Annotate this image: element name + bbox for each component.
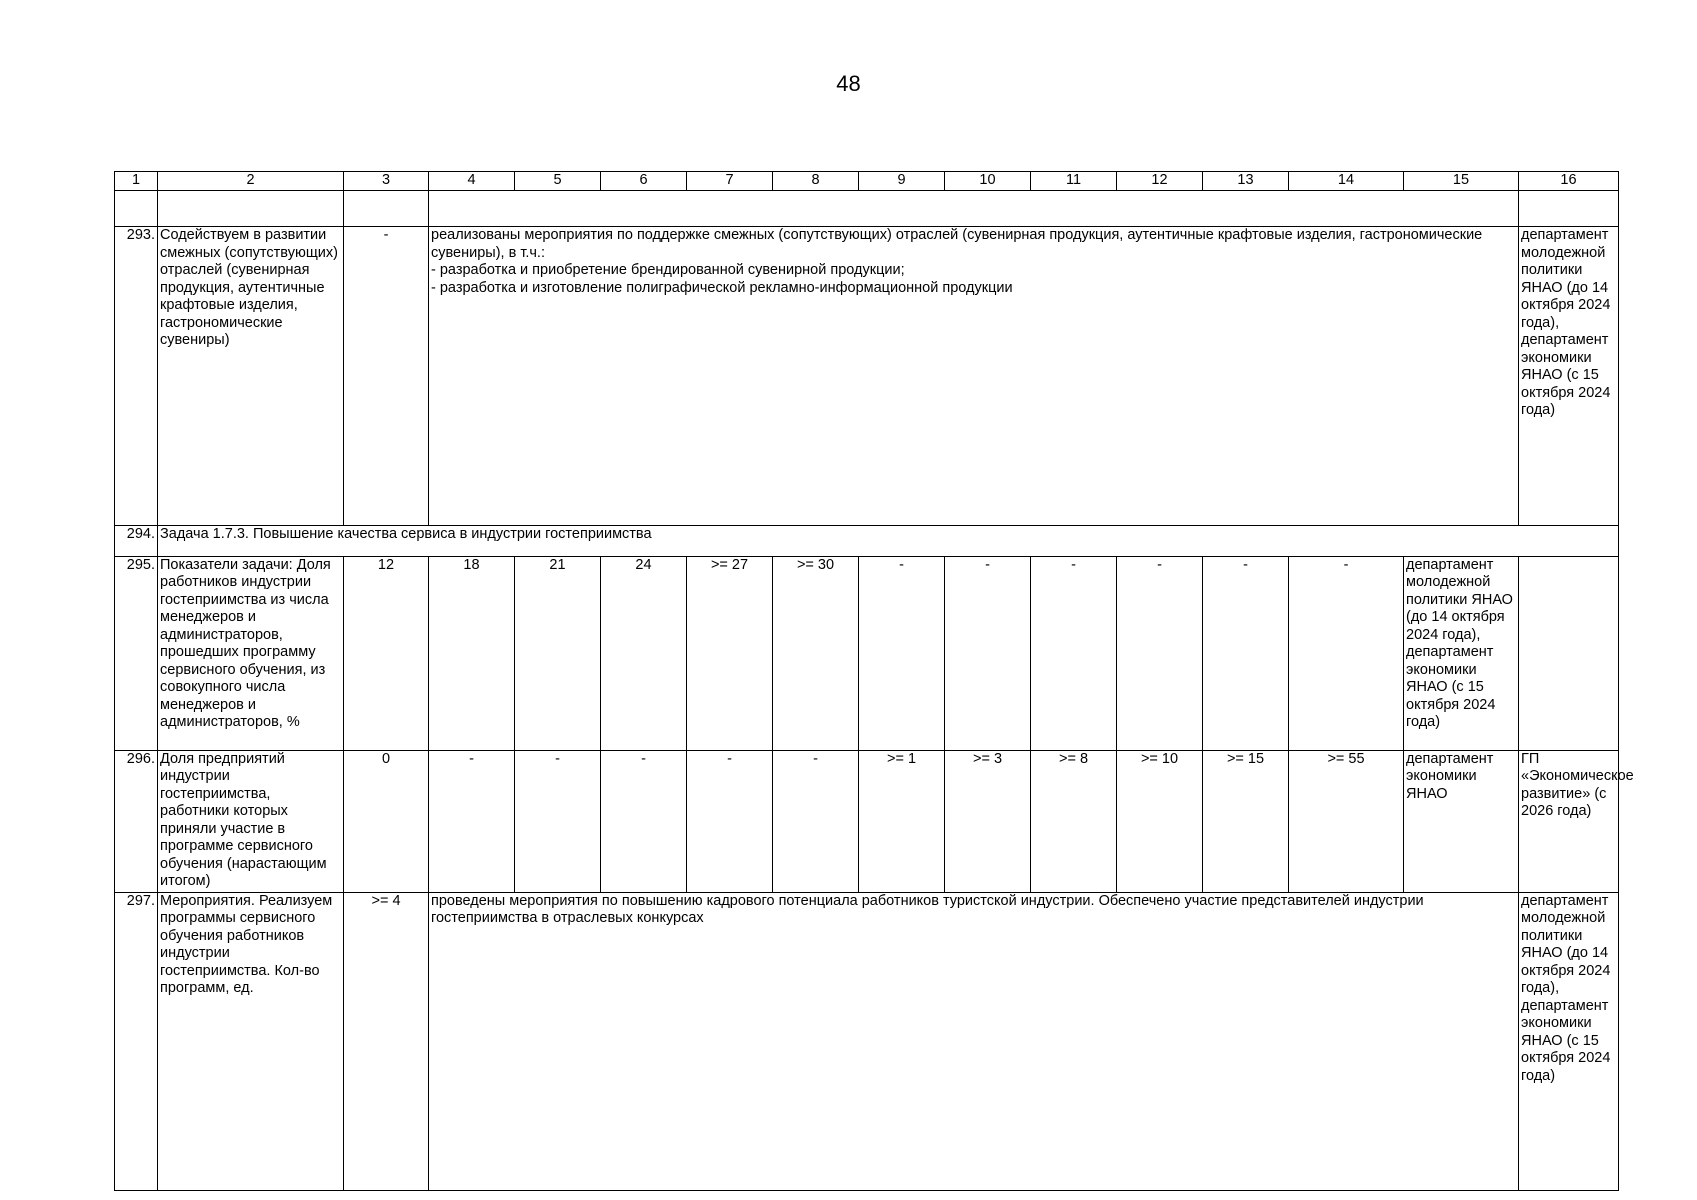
table-row-293 bbox=[115, 227, 1619, 526]
column-header-6: 6 bbox=[601, 172, 687, 191]
row-number: 295. bbox=[115, 556, 158, 750]
row-value: >= 30 bbox=[773, 556, 859, 750]
table-row-297 bbox=[115, 892, 1619, 1191]
row-value: >= 27 bbox=[687, 556, 773, 750]
table-row-295 bbox=[115, 556, 1619, 750]
row-value: - bbox=[601, 750, 687, 892]
column-header-2: 2 bbox=[158, 172, 344, 191]
column-header-14: 14 bbox=[1289, 172, 1404, 191]
row-responsible: департамент экономики ЯНАО bbox=[1404, 750, 1519, 892]
row-name: Содействуем в развитии смежных (сопутствующих) отраслей (сувенирная продукция, аутентичные крафтовые изделия, гастрономические сувениры) bbox=[158, 227, 344, 526]
row-responsible: департамент молодежной политики ЯНАО (до 14 октября 2024 года), департамент экономики ЯНАО (с 15 октября 2024 года) bbox=[1519, 892, 1619, 1191]
column-number-row bbox=[115, 172, 1619, 191]
row-value: >= 10 bbox=[1117, 750, 1203, 892]
row-number: 296. bbox=[115, 750, 158, 892]
row-program: ГП «Экономическое развитие» (с 2026 года) bbox=[1519, 750, 1619, 892]
cell-empty bbox=[429, 191, 1519, 227]
column-header-10: 10 bbox=[945, 172, 1031, 191]
row-value: 0 bbox=[344, 750, 429, 892]
row-number: 293. bbox=[115, 227, 158, 526]
row-value: >= 8 bbox=[1031, 750, 1117, 892]
row-value: 24 bbox=[601, 556, 687, 750]
row-value: >= 3 bbox=[945, 750, 1031, 892]
row-value: >= 55 bbox=[1289, 750, 1404, 892]
plan-table bbox=[114, 171, 1634, 1191]
row-value: - bbox=[687, 750, 773, 892]
cell-empty bbox=[158, 191, 344, 227]
row-value: - bbox=[945, 556, 1031, 750]
column-header-8: 8 bbox=[773, 172, 859, 191]
row-value: - bbox=[773, 750, 859, 892]
column-header-3: 3 bbox=[344, 172, 429, 191]
row-value: >= 1 bbox=[859, 750, 945, 892]
cell-empty bbox=[344, 191, 429, 227]
continuation-row bbox=[115, 191, 1619, 227]
row-program bbox=[1519, 556, 1619, 750]
page-number: 48 bbox=[836, 71, 861, 96]
cell-empty bbox=[1519, 191, 1619, 227]
row-value: 18 bbox=[429, 556, 515, 750]
row-merged-description: реализованы мероприятия по поддержке смежных (сопутствующих) отраслей (сувенирная продукция, аутентичные крафтовые изделия, гастрономические сувениры), в т.ч.: - разработка и приобретение брендированной сувенирной продукции; - разработка и изготовление полиграфической рекламно-информационной продукции bbox=[429, 227, 1519, 526]
cell-empty bbox=[115, 191, 158, 227]
column-header-15: 15 bbox=[1404, 172, 1519, 191]
row-value: - bbox=[1203, 556, 1289, 750]
task-heading: Задача 1.7.3. Повышение качества сервиса в индустрии гостеприимства bbox=[158, 525, 1619, 556]
row-value: - bbox=[429, 750, 515, 892]
column-header-9: 9 bbox=[859, 172, 945, 191]
row-value: 21 bbox=[515, 556, 601, 750]
row-value: - bbox=[1031, 556, 1117, 750]
row-value: >= 15 bbox=[1203, 750, 1289, 892]
row-responsible: департамент молодежной политики ЯНАО (до 14 октября 2024 года), департамент экономики ЯНАО (с 15 октября 2024 года) bbox=[1519, 227, 1619, 526]
row-value-col3: >= 4 bbox=[344, 892, 429, 1191]
column-header-12: 12 bbox=[1117, 172, 1203, 191]
row-merged-description: проведены мероприятия по повышению кадрового потенциала работников туристской индустрии. Обеспечено участие представителей индустрии гостеприимства в отраслевых конкурсах bbox=[429, 892, 1519, 1191]
row-value: - bbox=[859, 556, 945, 750]
row-number: 294. bbox=[115, 525, 158, 556]
table-row-294 bbox=[115, 525, 1619, 556]
row-name: Показатели задачи: Доля работников индустрии гостеприимства из числа менеджеров и администраторов, прошедших программу сервисного обучения, из совокупного числа менеджеров и администраторов, % bbox=[158, 556, 344, 750]
column-header-4: 4 bbox=[429, 172, 515, 191]
row-value: - bbox=[1289, 556, 1404, 750]
row-value: - bbox=[515, 750, 601, 892]
row-number: 297. bbox=[115, 892, 158, 1191]
row-value-col3: - bbox=[344, 227, 429, 526]
row-name: Доля предприятий индустрии гостеприимства, работники которых приняли участие в программе сервисного обучения (нарастающим итогом) bbox=[158, 750, 344, 892]
column-header-11: 11 bbox=[1031, 172, 1117, 191]
column-header-13: 13 bbox=[1203, 172, 1289, 191]
table-row-296 bbox=[115, 750, 1619, 892]
row-responsible: департамент молодежной политики ЯНАО (до 14 октября 2024 года), департамент экономики ЯНАО (с 15 октября 2024 года) bbox=[1404, 556, 1519, 750]
row-value: 12 bbox=[344, 556, 429, 750]
column-header-7: 7 bbox=[687, 172, 773, 191]
row-value: - bbox=[1117, 556, 1203, 750]
column-header-5: 5 bbox=[515, 172, 601, 191]
column-header-1: 1 bbox=[115, 172, 158, 191]
column-header-16: 16 bbox=[1519, 172, 1619, 191]
row-name: Мероприятия. Реализуем программы сервисного обучения работников индустрии гостеприимства. Кол-во программ, ед. bbox=[158, 892, 344, 1191]
